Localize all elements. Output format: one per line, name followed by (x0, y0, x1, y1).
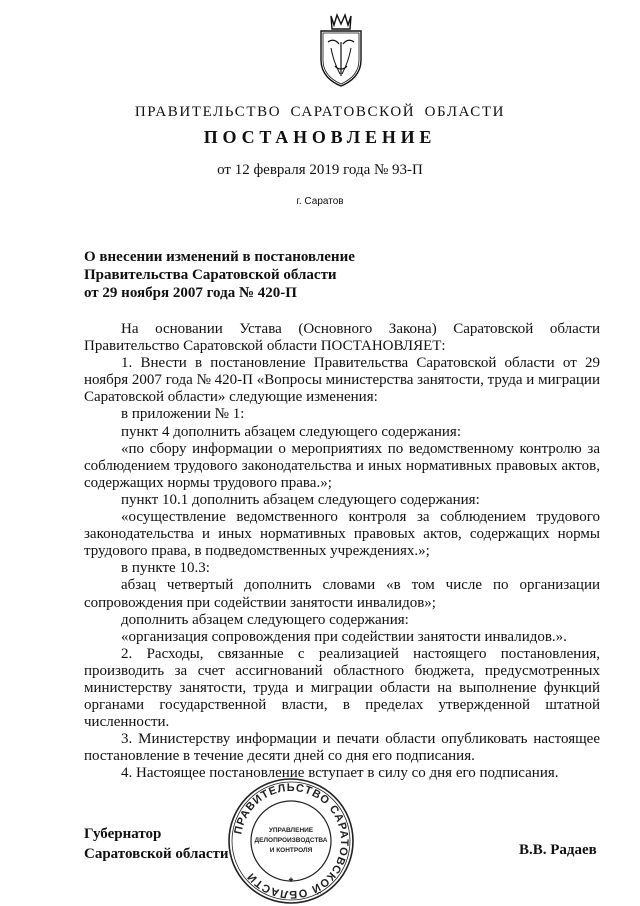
city-label: г. Саратов (296, 196, 344, 207)
point-10-1-paragraph: пункт 10.1 дополнить абзацем следующего содержания: (121, 491, 480, 508)
subject-line: О внесении изменений в постановление (84, 249, 355, 265)
signatory-name: В.В. Радаев (519, 842, 597, 858)
official-stamp (226, 776, 356, 906)
intro-paragraph: На основании Устава (Основного Закона) Саратовской области Правительство Саратовской области ПОСТАНОВЛЯЕТ: (84, 321, 600, 355)
date-and-number: от 12 февраля 2019 года № 93-П (217, 162, 423, 178)
item-2-paragraph: 2. Расходы, связанные с реализацией настоящего постановления, производить за счет ассигнований областного бюджета, предусмотренных министерству занятости, труда и миграции области на выполнение функций органами государственной власти, в пределах утвержденной штатной численности. (84, 645, 600, 731)
stamp-star-icon: * (288, 875, 294, 889)
subject-line: от 29 ноября 2007 года № 420-П (84, 285, 297, 301)
signatory-position (84, 824, 229, 864)
point-4-text: «по сбору информации о мероприятиях по ведомственному контролю за соблюдением трудового законодательства и иных нормативных правовых актов, содержащих нормы трудового права.»; (84, 440, 600, 491)
stamp-center-line: УПРАВЛЕНИЕ (268, 827, 314, 834)
position-line: Саратовской области (84, 846, 229, 862)
position-line: Губернатор (84, 826, 162, 842)
add-paragraph: дополнить абзацем следующего содержания: (121, 611, 409, 628)
item-3-paragraph: 3. Министерству информации и печати области опубликовать настоящее постановление в течение десяти дней со дня его подписания. (84, 731, 600, 765)
document-body (84, 321, 600, 783)
appendix-paragraph: в приложении № 1: (121, 406, 245, 423)
subject-line: Правительства Саратовской области (84, 267, 337, 283)
government-name: ПРАВИТЕЛЬСТВО САРАТОВСКОЙ ОБЛАСТИ (134, 104, 506, 120)
point-4-paragraph: пункт 4 дополнить абзацем следующего содержания: (121, 423, 461, 440)
point-10-1-text: «осуществление ведомственного контроля за соблюдением трудового законодательства и иных нормативных правовых актов, содержащих нормы трудового права, в подведомственных учреждениях.»; (84, 509, 600, 560)
stamp-center-line: ДЕЛОПРОИЗВОДСТВА (254, 837, 328, 844)
item-4-paragraph: 4. Настоящее постановление вступает в силу со дня его подписания. (121, 765, 559, 782)
document-type-title: ПОСТАНОВЛЕНИЕ (203, 127, 437, 147)
stamp-center-line: И КОНТРОЛЯ (269, 847, 313, 854)
coat-of-arms-icon (317, 12, 365, 90)
stamp-ring-text: ПРАВИТЕЛЬСТВО САРАТОВСКОЙ ОБЛАСТИ (232, 781, 351, 901)
item-1-paragraph: 1. Внести в постановление Правительства Саратовской области от 29 ноября 2007 года № 420-П «Вопросы министерства занятости, труда и миграции Саратовской области» следующие изменения: (84, 355, 600, 406)
point-10-3-paragraph: в пункте 10.3: (121, 560, 210, 577)
paragraph-four-amendment: абзац четвертый дополнить словами «в том числе по организации сопровождения при содействии занятости инвалидов»; (84, 577, 600, 611)
subject-block (84, 248, 444, 302)
add-paragraph-text: «организация сопровождения при содействии занятости инвалидов.». (121, 628, 567, 645)
